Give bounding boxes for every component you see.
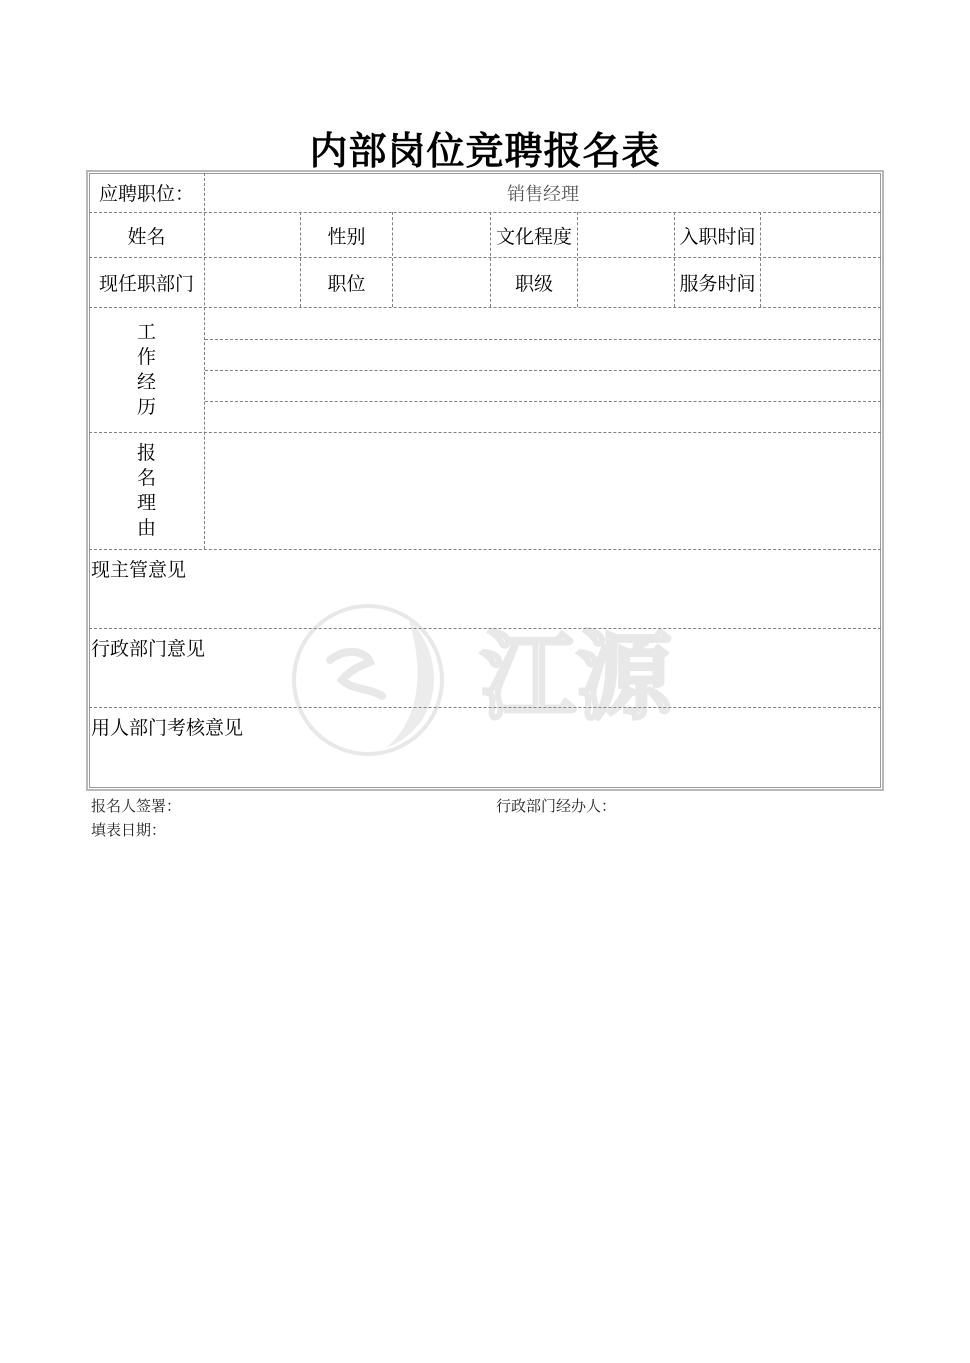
watermark-text: 江源	[480, 621, 672, 733]
work-experience-char: 历	[136, 396, 156, 418]
reason-char: 名	[136, 467, 156, 489]
supervisor-opinion-label: 现主管意见	[91, 559, 187, 581]
work-experience-char: 经	[136, 371, 156, 393]
reason-char: 由	[136, 517, 156, 539]
watermark-logo	[290, 600, 690, 760]
name-label: 姓名	[127, 225, 166, 248]
admin-handler-label: 行政部门经办人：	[496, 797, 617, 815]
admin-opinion-label: 行政部门意见	[91, 638, 206, 660]
education-field[interactable]	[578, 213, 674, 257]
job-title-field[interactable]	[393, 258, 490, 307]
reason-label	[89, 433, 204, 549]
applicant-sign-label: 报名人签署：	[91, 797, 182, 815]
reason-char: 报	[136, 442, 156, 464]
page-title: 内部岗位竞聘报名表	[309, 128, 661, 173]
current-department-field[interactable]	[205, 258, 300, 307]
name-field[interactable]	[205, 213, 300, 257]
hiring-dept-opinion-label: 用人部门考核意见	[91, 717, 244, 739]
reason-char: 理	[136, 492, 156, 514]
work-experience-label	[89, 308, 204, 432]
fill-date-label: 填表日期：	[91, 821, 167, 839]
position-label: 应聘职位：	[98, 183, 194, 205]
service-time-field[interactable]	[761, 258, 881, 307]
work-experience-char: 工	[136, 321, 156, 343]
position-value[interactable]: 销售经理	[507, 183, 579, 205]
gender-label: 性别	[327, 225, 366, 248]
reason-field[interactable]	[205, 433, 881, 549]
gender-field[interactable]	[393, 213, 490, 257]
job-grade-field[interactable]	[578, 258, 674, 307]
education-label: 文化程度	[495, 225, 572, 248]
work-experience-char: 作	[136, 346, 156, 368]
work-experience-field[interactable]	[205, 308, 881, 432]
job-title-label: 职位	[327, 273, 366, 295]
hire-date-label: 入职时间	[679, 225, 756, 248]
current-department-label: 现任职部门	[98, 273, 194, 295]
row-divider	[89, 549, 881, 550]
job-grade-label: 职级	[514, 273, 553, 295]
service-time-label: 服务时间	[679, 273, 756, 295]
hire-date-field[interactable]	[761, 213, 881, 257]
